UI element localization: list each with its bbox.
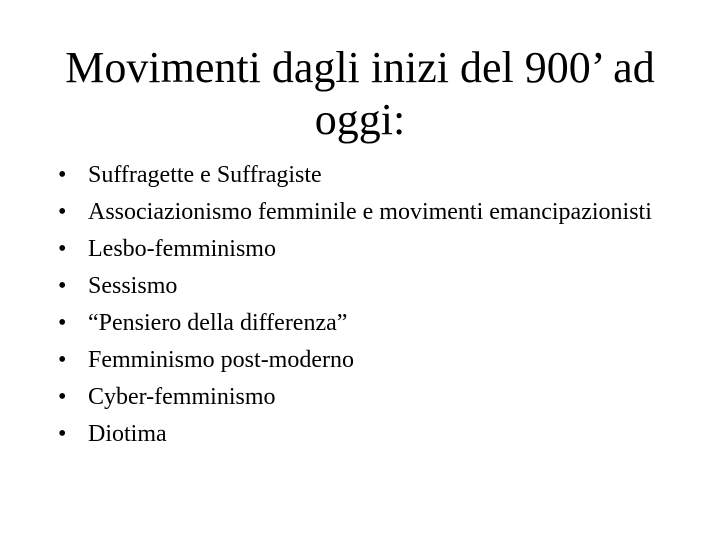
bullet-icon: • (58, 236, 67, 262)
bullet-text: Femminismo post-moderno (88, 347, 354, 373)
bullet-item-associazionismo (58, 197, 678, 228)
bullet-text: Diotima (88, 421, 167, 447)
bullet-icon: • (58, 199, 67, 225)
bullet-item-pensiero-differenza (58, 308, 678, 339)
bullet-text: Cyber-femminismo (88, 384, 276, 410)
bullet-text: “Pensiero della differenza” (88, 310, 348, 336)
bullet-icon: • (58, 273, 67, 299)
bullet-icon: • (58, 347, 67, 373)
bullet-icon: • (58, 384, 67, 410)
slide-title-line-2: oggi: (314, 95, 406, 144)
bullet-item-sessismo (58, 271, 678, 302)
bullet-item-cyber-femminismo (58, 382, 678, 413)
bullet-icon: • (58, 421, 67, 447)
bullet-icon: • (58, 310, 67, 336)
bullet-text: Sessismo (88, 273, 178, 299)
slide-title (36, 42, 684, 146)
slide-title-line-1: Movimenti dagli inizi del 900’ ad (65, 43, 655, 92)
bullet-icon: • (58, 162, 67, 188)
bullet-text: Associazionismo femminile e movimenti emancipazionisti (88, 199, 652, 225)
bullet-item-suffragette (58, 160, 678, 191)
bullet-text: Suffragette e Suffragiste (88, 162, 322, 188)
bullet-item-diotima (58, 419, 678, 450)
bullet-list (58, 160, 678, 456)
bullet-text: Lesbo-femminismo (88, 236, 276, 262)
bullet-item-femminismo-post-moderno (58, 345, 678, 376)
bullet-item-lesbo-femminismo (58, 234, 678, 265)
